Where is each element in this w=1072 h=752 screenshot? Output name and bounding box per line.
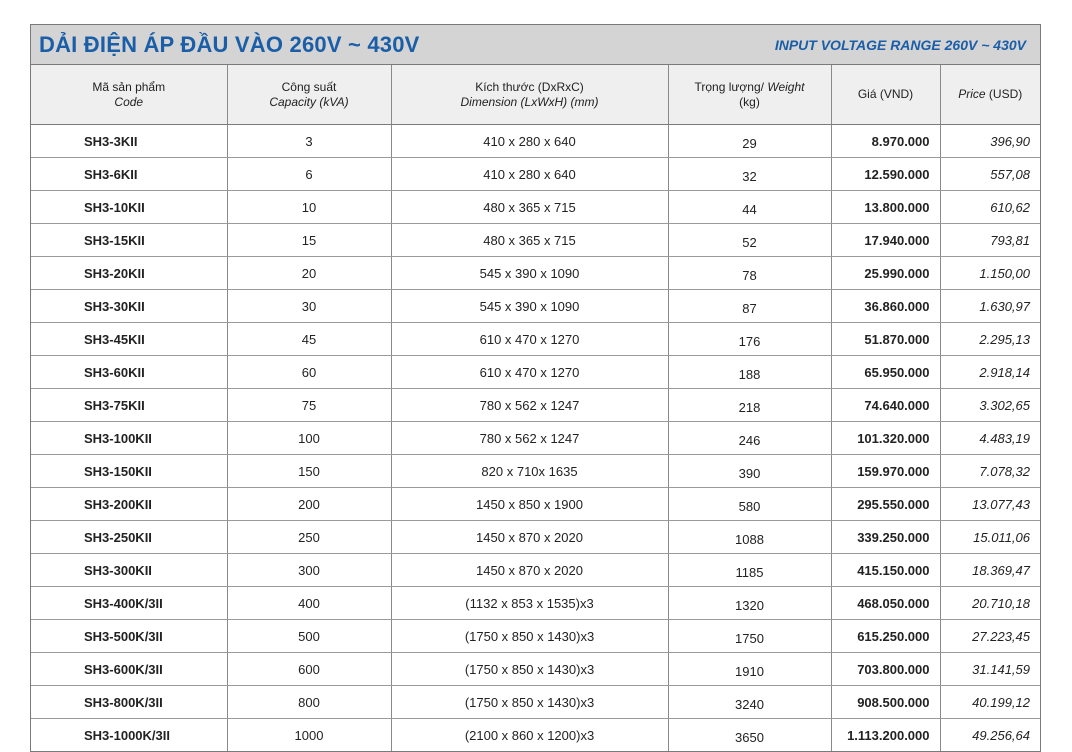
price-usd-cell: 1.630,97 — [940, 290, 1040, 323]
table-row — [31, 488, 1040, 521]
table-row — [31, 521, 1040, 554]
table-row — [31, 554, 1040, 587]
price-vnd-cell: 8.970.000 — [831, 125, 940, 158]
dimension-cell: (1750 x 850 x 1430)x3 — [391, 686, 668, 719]
code-cell: SH3-20KII — [31, 257, 227, 290]
weight-cell: 1088 — [668, 521, 831, 554]
table-row — [31, 356, 1040, 389]
capacity-cell: 20 — [227, 257, 391, 290]
capacity-cell: 250 — [227, 521, 391, 554]
price-usd-cell: 3.302,65 — [940, 389, 1040, 422]
price-usd-cell: 610,62 — [940, 191, 1040, 224]
price-usd-cell: 27.223,45 — [940, 620, 1040, 653]
price-usd-cell: 4.483,19 — [940, 422, 1040, 455]
code-cell: SH3-600K/3II — [31, 653, 227, 686]
capacity-cell: 800 — [227, 686, 391, 719]
weight-cell: 1320 — [668, 587, 831, 620]
dimension-cell: 780 x 562 x 1247 — [391, 422, 668, 455]
price-usd-cell: 20.710,18 — [940, 587, 1040, 620]
table-row — [31, 422, 1040, 455]
price-vnd-cell: 159.970.000 — [831, 455, 940, 488]
dimension-cell: (1750 x 850 x 1430)x3 — [391, 653, 668, 686]
price-vnd-cell: 703.800.000 — [831, 653, 940, 686]
price-usd-cell: 13.077,43 — [940, 488, 1040, 521]
code-cell: SH3-200KII — [31, 488, 227, 521]
capacity-cell: 3 — [227, 125, 391, 158]
table-row — [31, 224, 1040, 257]
capacity-cell: 1000 — [227, 719, 391, 752]
price-table — [31, 65, 1040, 751]
table-row — [31, 257, 1040, 290]
price-vnd-cell: 65.950.000 — [831, 356, 940, 389]
dimension-cell: 1450 x 870 x 2020 — [391, 521, 668, 554]
capacity-cell: 10 — [227, 191, 391, 224]
price-vnd-cell: 101.320.000 — [831, 422, 940, 455]
dimension-cell: 410 x 280 x 640 — [391, 125, 668, 158]
price-vnd-cell: 415.150.000 — [831, 554, 940, 587]
capacity-cell: 60 — [227, 356, 391, 389]
header-capacity: Công suất Capacity (kVA) — [227, 65, 391, 125]
code-cell: SH3-800K/3II — [31, 686, 227, 719]
dimension-cell: 610 x 470 x 1270 — [391, 356, 668, 389]
code-cell: SH3-100KII — [31, 422, 227, 455]
price-usd-cell: 18.369,47 — [940, 554, 1040, 587]
table-row — [31, 719, 1040, 752]
weight-cell: 44 — [668, 191, 831, 224]
code-cell: SH3-3KII — [31, 125, 227, 158]
weight-cell: 1750 — [668, 620, 831, 653]
header-price-usd: Price (USD) — [940, 65, 1040, 125]
table-row — [31, 191, 1040, 224]
price-vnd-cell: 12.590.000 — [831, 158, 940, 191]
price-table-sheet — [30, 24, 1041, 752]
price-vnd-cell: 468.050.000 — [831, 587, 940, 620]
capacity-cell: 100 — [227, 422, 391, 455]
weight-cell: 3240 — [668, 686, 831, 719]
table-row — [31, 125, 1040, 158]
capacity-cell: 600 — [227, 653, 391, 686]
price-vnd-cell: 17.940.000 — [831, 224, 940, 257]
table-row — [31, 653, 1040, 686]
title-vietnamese: DẢI ĐIỆN ÁP ĐẦU VÀO 260V ~ 430V — [39, 32, 420, 57]
price-vnd-cell: 908.500.000 — [831, 686, 940, 719]
capacity-cell: 300 — [227, 554, 391, 587]
dimension-cell: 480 x 365 x 715 — [391, 224, 668, 257]
price-vnd-cell: 339.250.000 — [831, 521, 940, 554]
price-vnd-cell: 1.113.200.000 — [831, 719, 940, 752]
capacity-cell: 15 — [227, 224, 391, 257]
price-usd-cell: 793,81 — [940, 224, 1040, 257]
dimension-cell: 545 x 390 x 1090 — [391, 257, 668, 290]
table-row — [31, 290, 1040, 323]
header-dimension: Kích thước (DxRxC) Dimension (LxWxH) (mm) — [391, 65, 668, 125]
code-cell: SH3-45KII — [31, 323, 227, 356]
capacity-cell: 75 — [227, 389, 391, 422]
dimension-cell: 480 x 365 x 715 — [391, 191, 668, 224]
title-bar — [31, 25, 1040, 65]
code-cell: SH3-15KII — [31, 224, 227, 257]
capacity-cell: 30 — [227, 290, 391, 323]
price-usd-cell: 31.141,59 — [940, 653, 1040, 686]
price-usd-cell: 557,08 — [940, 158, 1040, 191]
dimension-cell: 1450 x 850 x 1900 — [391, 488, 668, 521]
code-cell: SH3-75KII — [31, 389, 227, 422]
code-cell: SH3-10KII — [31, 191, 227, 224]
weight-cell: 176 — [668, 323, 831, 356]
price-vnd-cell: 36.860.000 — [831, 290, 940, 323]
code-cell: SH3-1000K/3II — [31, 719, 227, 752]
price-vnd-cell: 295.550.000 — [831, 488, 940, 521]
price-usd-cell: 2.295,13 — [940, 323, 1040, 356]
weight-cell: 87 — [668, 290, 831, 323]
price-vnd-cell: 74.640.000 — [831, 389, 940, 422]
header-price-vnd: Giá (VND) — [831, 65, 940, 125]
code-cell: SH3-400K/3II — [31, 587, 227, 620]
price-usd-cell: 7.078,32 — [940, 455, 1040, 488]
price-vnd-cell: 615.250.000 — [831, 620, 940, 653]
table-row — [31, 587, 1040, 620]
weight-cell: 52 — [668, 224, 831, 257]
dimension-cell: 410 x 280 x 640 — [391, 158, 668, 191]
table-row — [31, 620, 1040, 653]
dimension-cell: 820 x 710x 1635 — [391, 455, 668, 488]
capacity-cell: 6 — [227, 158, 391, 191]
table-row — [31, 455, 1040, 488]
weight-cell: 78 — [668, 257, 831, 290]
price-usd-cell: 2.918,14 — [940, 356, 1040, 389]
price-vnd-cell: 25.990.000 — [831, 257, 940, 290]
price-vnd-cell: 51.870.000 — [831, 323, 940, 356]
dimension-cell: 545 x 390 x 1090 — [391, 290, 668, 323]
weight-cell: 580 — [668, 488, 831, 521]
price-usd-cell: 40.199,12 — [940, 686, 1040, 719]
weight-cell: 218 — [668, 389, 831, 422]
capacity-cell: 500 — [227, 620, 391, 653]
code-cell: SH3-500K/3II — [31, 620, 227, 653]
code-cell: SH3-300KII — [31, 554, 227, 587]
dimension-cell: (1750 x 850 x 1430)x3 — [391, 620, 668, 653]
weight-cell: 1910 — [668, 653, 831, 686]
weight-cell: 32 — [668, 158, 831, 191]
capacity-cell: 200 — [227, 488, 391, 521]
price-usd-cell: 396,90 — [940, 125, 1040, 158]
price-usd-cell: 49.256,64 — [972, 727, 1030, 743]
weight-cell: 3650 — [668, 719, 831, 752]
code-cell: SH3-6KII — [31, 158, 227, 191]
table-row — [31, 158, 1040, 191]
capacity-cell: 400 — [227, 587, 391, 620]
title-english: INPUT VOLTAGE RANGE 260V ~ 430V — [774, 37, 1026, 53]
header-weight: Trọng lượng/ Weight (kg) — [668, 65, 831, 125]
table-row — [31, 389, 1040, 422]
table-row — [31, 686, 1040, 719]
price-usd-cell: 15.011,06 — [940, 521, 1040, 554]
weight-cell: 188 — [668, 356, 831, 389]
price-usd-cell: 1.150,00 — [940, 257, 1040, 290]
weight-cell: 246 — [668, 422, 831, 455]
price-vnd-cell: 13.800.000 — [831, 191, 940, 224]
header-row — [31, 65, 1040, 125]
header-code: Mã sản phẩm Code — [31, 65, 227, 125]
dimension-cell: (1132 x 853 x 1535)x3 — [391, 587, 668, 620]
dimension-cell: (2100 x 860 x 1200)x3 — [391, 719, 668, 752]
code-cell: SH3-30KII — [31, 290, 227, 323]
weight-cell: 29 — [668, 125, 831, 158]
table-body — [31, 125, 1040, 752]
dimension-cell: 1450 x 870 x 2020 — [391, 554, 668, 587]
dimension-cell: 610 x 470 x 1270 — [391, 323, 668, 356]
capacity-cell: 45 — [227, 323, 391, 356]
weight-cell: 1185 — [668, 554, 831, 587]
code-cell: SH3-60KII — [31, 356, 227, 389]
weight-cell: 390 — [668, 455, 831, 488]
dimension-cell: 780 x 562 x 1247 — [391, 389, 668, 422]
table-row — [31, 323, 1040, 356]
code-cell: SH3-150KII — [31, 455, 227, 488]
code-cell: SH3-250KII — [31, 521, 227, 554]
capacity-cell: 150 — [227, 455, 391, 488]
